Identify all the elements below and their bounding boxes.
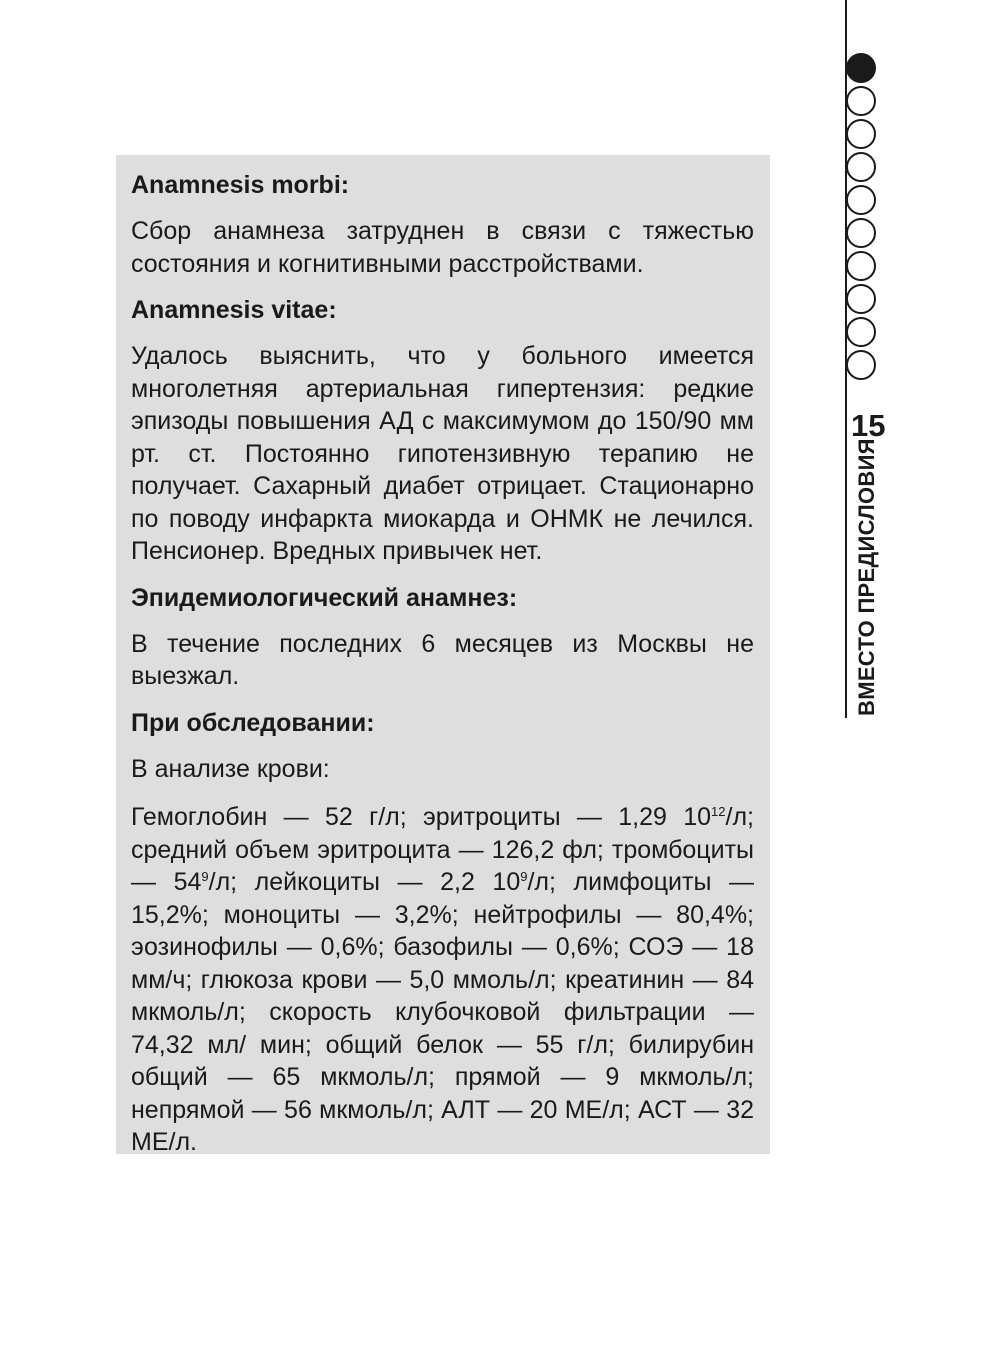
anamnesis-morbi-text: Сбор анамнеза затруднен в связи с тяжестью состояния и когнитивными расстройствами. bbox=[131, 217, 754, 278]
heading-anamnesis-morbi: Anamnesis morbi: bbox=[131, 171, 350, 199]
heading-anamnesis-vitae: Anamnesis vitae: bbox=[131, 296, 337, 324]
blood-results-part: /л; лейкоциты — 2,2 10 bbox=[208, 868, 521, 896]
progress-dot bbox=[846, 251, 876, 281]
page-number: 15 bbox=[851, 408, 886, 443]
progress-dot bbox=[846, 152, 876, 182]
superscript: 9 bbox=[520, 869, 528, 884]
blood-results-part: /л; лимфоциты — 15,2%; моноциты — 3,2%; нейтрофилы — 80,4%; эозинофилы — 0,6%; базофилы — 0,6%; СОЭ — 18 мм/ч; глюкоза крови — 5,0 ммоль/л; креатинин — 84 мкмоль/л; скорость клубочковой фильтрации — 74,32 мл/ мин; общий белок — 55 г/л; билирубин общий — 65 мкмоль/л; прямой — 9 мкмоль/л; непрямой — 56 мкмоль/л; АЛТ — 20 МЕ/л; АСТ — 32 МЕ/л. bbox=[131, 868, 754, 1156]
epidemiology-text: В течение последних 6 месяцев из Москвы не выезжал. bbox=[131, 629, 754, 690]
blood-test-results bbox=[131, 801, 754, 1159]
progress-dot bbox=[846, 119, 876, 149]
heading-epidemiology: Эпидемиологический анамнез: bbox=[131, 583, 518, 612]
progress-dot bbox=[846, 350, 876, 380]
superscript: 12 bbox=[711, 804, 726, 819]
section-title: ВМЕСТО ПРЕДИСЛОВИЯ bbox=[854, 438, 879, 716]
progress-dot bbox=[846, 185, 876, 215]
superscript: 9 bbox=[201, 869, 209, 884]
heading-examination: При обследовании: bbox=[131, 708, 375, 737]
blood-results-part: Гемоглобин — 52 г/л; эритроциты — 1,29 10 bbox=[131, 803, 712, 831]
progress-dot-active bbox=[846, 53, 876, 83]
anamnesis-vitae-text: Удалось выяснить, что у больного имеется многолетняя артериальная гипертензия: редкие эпизоды повышения АД с максимумом до 150/90 мм рт. ст. Постоянно гипотензивную терапию не получает. Сахарный диабет отрицает. Стационарно по поводу инфаркта миокарда и ОНМК не лечился. Пенсионер. Вредных привычек нет. bbox=[131, 342, 754, 565]
chapter-progress-indicator bbox=[846, 53, 878, 383]
blood-test-label: В анализе крови: bbox=[131, 754, 330, 783]
progress-dot bbox=[846, 86, 876, 116]
progress-dot bbox=[846, 218, 876, 248]
blood-results-part: /л; средний объем эритроцита — 126,2 фл; тромбоциты — 54 bbox=[131, 803, 754, 896]
progress-dot bbox=[846, 284, 876, 314]
case-box bbox=[116, 155, 770, 1154]
progress-dot bbox=[846, 317, 876, 347]
